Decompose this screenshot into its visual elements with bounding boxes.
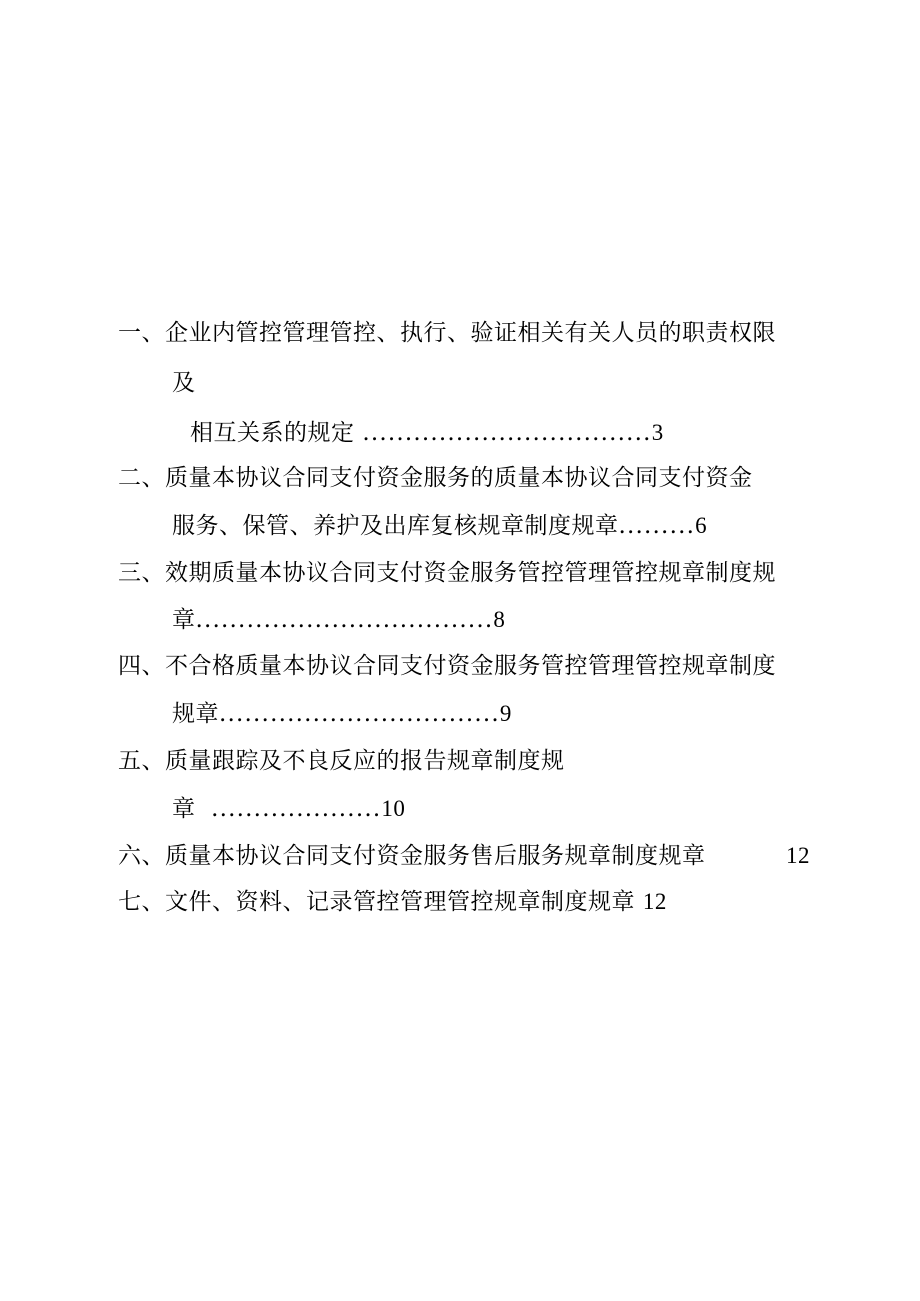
toc-entry-2-page: 6: [695, 513, 708, 538]
toc-entry-5-line-1[interactable]: [118, 746, 565, 776]
toc-entry-4-page: 9: [499, 701, 512, 726]
toc-entry-2-title: 二、质量本协议合同支付资金服务的质量本协议合同支付资金: [118, 465, 753, 491]
toc-entry-6-page-wrap: [786, 841, 810, 871]
toc-entry-7-title: 七、文件、资料、记录管控管理管控规章制度规章: [118, 889, 635, 915]
toc-entry-6-title: 六、质量本协议合同支付资金服务售后服务规章制度规章: [118, 843, 706, 869]
toc-entry-3-line-2[interactable]: [172, 605, 505, 635]
toc-entry-3-line-1[interactable]: [118, 558, 776, 588]
toc-entry-3-leader: ...................................: [195, 607, 494, 633]
toc-entry-1-line-3[interactable]: [190, 418, 664, 448]
toc-entry-7[interactable]: [118, 887, 667, 917]
toc-entry-1-title: 一、企业内管控管理管控、执行、验证相关有关人员的职责权限: [118, 320, 776, 346]
toc-entry-5-title-cont: 章: [172, 796, 196, 822]
toc-entry-1-leader: ..................................: [362, 420, 652, 446]
toc-entry-2-line-2[interactable]: [172, 511, 707, 541]
toc-entry-3-page: 8: [493, 607, 506, 632]
toc-entry-1-title-cont: 及: [172, 370, 196, 396]
toc-entry-6-page: 12: [786, 843, 810, 868]
toc-entry-2-leader: .........: [618, 513, 696, 539]
toc-entry-4-title-cont: 规章: [172, 701, 219, 727]
toc-entry-5-line-2[interactable]: [172, 794, 405, 824]
toc-entry-5-leader: ....................: [211, 796, 382, 822]
toc-entry-1-page: 3: [651, 420, 664, 445]
toc-entry-1-line-2[interactable]: [172, 368, 196, 398]
toc-entry-7-page: 12: [642, 889, 667, 914]
toc-entry-5-title: 五、质量跟踪及不良反应的报告规章制度规: [118, 748, 565, 774]
toc-entry-4-leader: .................................: [219, 701, 500, 727]
toc-entry-2-line-1[interactable]: [118, 463, 753, 493]
toc-entry-1-line-1[interactable]: [118, 318, 776, 348]
toc-entry-3-title: 三、效期质量本协议合同支付资金服务管控管理管控规章制度规: [118, 560, 776, 586]
toc-entry-4-title: 四、不合格质量本协议合同支付资金服务管控管理管控规章制度: [118, 653, 776, 679]
toc-entry-4-line-2[interactable]: [172, 699, 512, 729]
toc-entry-5-page: 10: [381, 796, 406, 821]
toc-entry-2-title-cont: 服务、保管、养护及出库复核规章制度规章: [172, 513, 619, 539]
toc-entry-4-line-1[interactable]: [118, 651, 776, 681]
toc-entry-6[interactable]: [118, 841, 706, 871]
toc-entry-1-title-cont: 相互关系的规定: [190, 420, 355, 446]
toc-entry-3-title-cont: 章: [172, 607, 196, 633]
